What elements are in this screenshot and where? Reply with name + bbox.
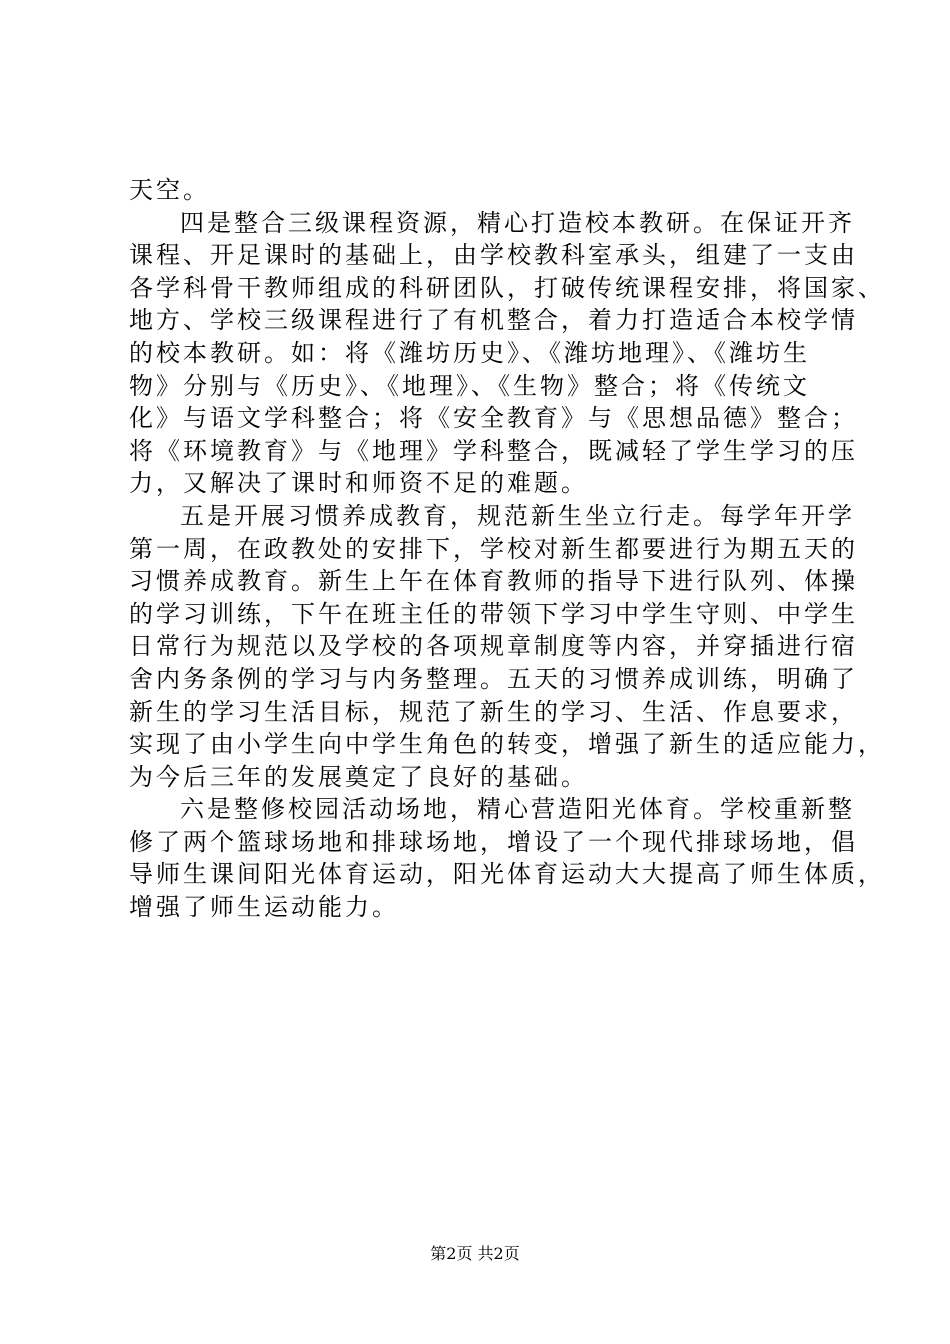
text-line: 为今后三年的发展奠定了良好的基础。 bbox=[129, 762, 588, 791]
paragraph-start-line: 六是整修校园活动场地，精心营造阳光体育。学校重新整 bbox=[180, 795, 855, 824]
text-line: 将《环境教育》与《地理》学科整合，既减轻了学生学习的压 bbox=[129, 436, 858, 465]
paragraph-start-line: 五是开展习惯养成教育，规范新生坐立行走。每学年开学 bbox=[180, 501, 855, 530]
body-text bbox=[129, 174, 885, 924]
page-number-label: 第2页 共2页 bbox=[430, 1244, 520, 1263]
text-line: 舍内务条例的学习与内务整理。五天的习惯养成训练，明确了 bbox=[129, 664, 858, 693]
text-line: 修了两个篮球场地和排球场地，增设了一个现代排球场地，倡 bbox=[129, 827, 858, 856]
text-line: 增强了师生运动能力。 bbox=[129, 893, 399, 922]
text-line: 化》与语文学科整合；将《安全教育》与《思想品德》整合； bbox=[129, 404, 858, 433]
paragraph-start-line: 四是整合三级课程资源，精心打造校本教研。在保证开齐 bbox=[180, 208, 855, 237]
text-line: 的学习训练，下午在班主任的带领下学习中学生守则、中学生 bbox=[129, 599, 858, 628]
text-line: 实现了由小学生向中学生角色的转变，增强了新生的适应能力， bbox=[129, 730, 885, 759]
text-line: 导师生课间阳光体育运动，阳光体育运动大大提高了师生体质， bbox=[129, 860, 885, 889]
text-line: 的校本教研。如：将《潍坊历史》、《潍坊地理》、《潍坊生 bbox=[129, 338, 810, 367]
text-line: 课程、开足课时的基础上，由学校教科室承头，组建了一支由 bbox=[129, 241, 858, 270]
text-line: 地方、学校三级课程进行了有机整合，着力打造适合本校学情 bbox=[129, 306, 858, 335]
text-line: 物》分别与《历史》、《地理》、《生物》整合；将《传统文 bbox=[129, 371, 810, 400]
text-line: 新生的学习生活目标，规范了新生的学习、生活、作息要求， bbox=[129, 697, 858, 726]
text-line: 第一周，在政教处的安排下，学校对新生都要进行为期五天的 bbox=[129, 534, 858, 563]
text-line: 日常行为规范以及学校的各项规章制度等内容，并穿插进行宿 bbox=[129, 632, 858, 661]
text-line: 各学科骨干教师组成的科研团队，打破传统课程安排，将国家、 bbox=[129, 273, 885, 302]
text-line: 力，又解决了课时和师资不足的难题。 bbox=[129, 469, 588, 498]
page-footer bbox=[0, 1244, 950, 1264]
text-line: 习惯养成教育。新生上午在体育教师的指导下进行队列、体操 bbox=[129, 567, 858, 596]
text-line: 天空。 bbox=[129, 176, 210, 204]
